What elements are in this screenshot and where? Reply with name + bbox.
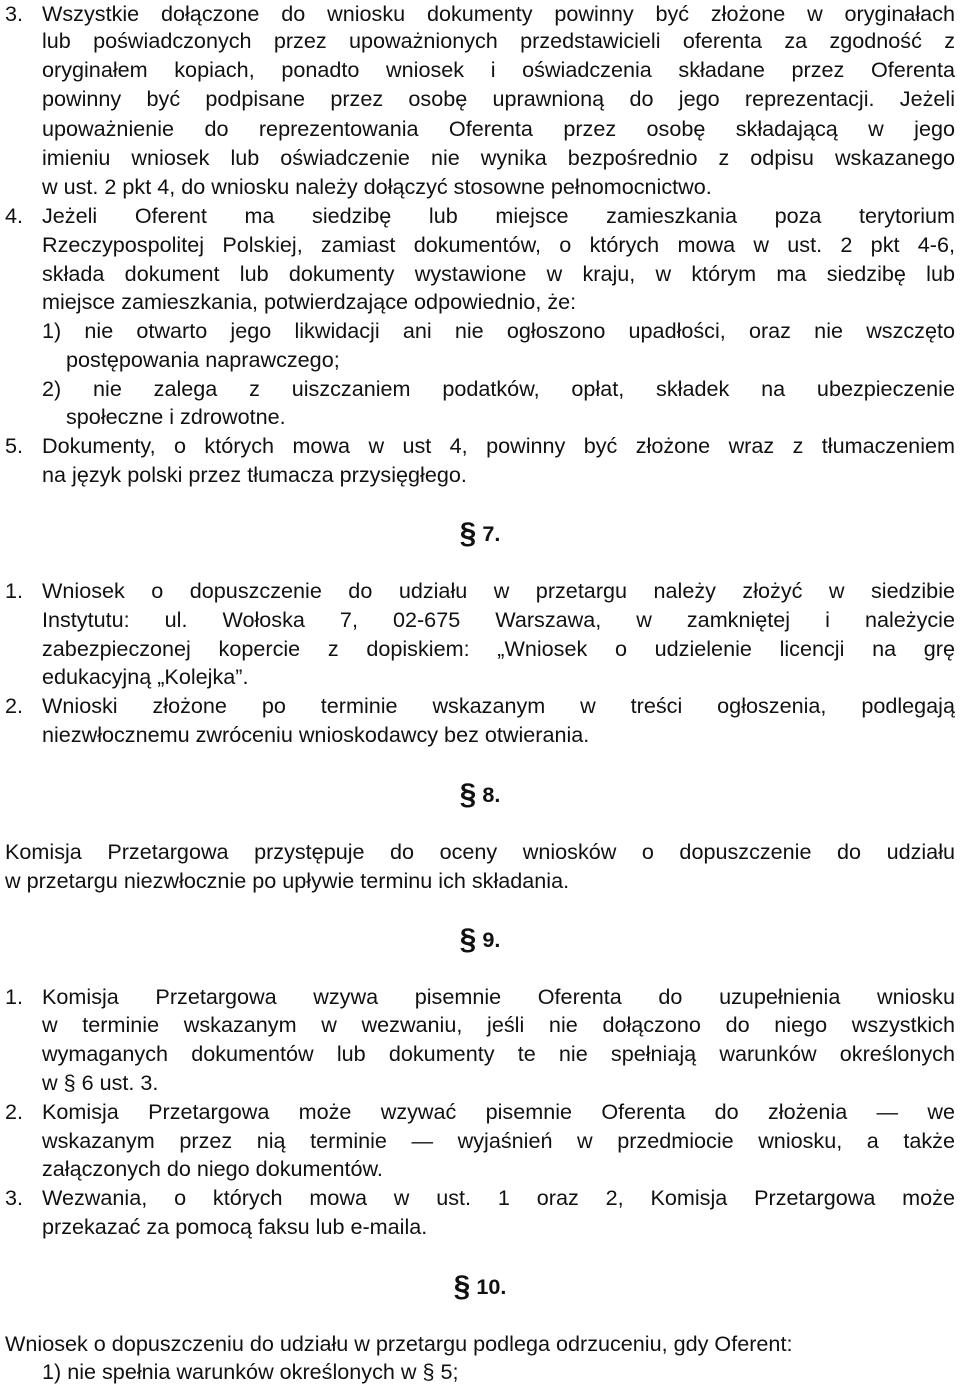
- list-number: 2.: [5, 693, 24, 718]
- text-line: [0, 838, 960, 866]
- section-heading: [0, 925, 960, 955]
- section-sign: §: [453, 1270, 471, 1303]
- paragraph-text: Dokumenty, o których mowa w ust 4, powinny być złożone wraz z tłumaczeniem: [42, 433, 955, 458]
- list-number: 1.: [5, 984, 24, 1009]
- text-line: [0, 1127, 960, 1155]
- section-sign: §: [459, 517, 477, 550]
- section-heading: [0, 1272, 960, 1302]
- text-line: [0, 606, 960, 634]
- paragraph-text: wymaganych dokumentów lub dokumenty te nie spełniają warunków określonych: [42, 1041, 955, 1066]
- paragraph-text: 2) nie zalega z uiszczaniem podatków, opłat, składek na ubezpieczenie: [42, 376, 955, 401]
- paragraph-text: postępowania naprawczego;: [42, 347, 340, 372]
- paragraph-text: zabezpieczonej kopercie z dopiskiem: „Wniosek o udzielenie licencji na grę: [42, 636, 955, 661]
- text-line: [0, 983, 960, 1011]
- text-line: [0, 260, 960, 288]
- list-number: 1.: [5, 578, 24, 603]
- paragraph-text: Wszystkie dołączone do wniosku dokumenty powinny być złożone w oryginałach: [42, 1, 955, 26]
- text-line: [0, 403, 960, 431]
- paragraph-text: 1) nie otwarto jego likwidacji ani nie ogłoszono upadłości, oraz nie wszczęto: [42, 318, 955, 343]
- paragraph-text: w § 6 ust. 3.: [42, 1070, 159, 1095]
- paragraph-text: społeczne i zdrowotne.: [42, 404, 286, 429]
- text-line: [0, 288, 960, 316]
- paragraph-text: składa dokument lub dokumenty wystawione w kraju, w którym ma siedzibę lub: [42, 261, 955, 286]
- paragraph-text: załączonych do niego dokumentów.: [42, 1156, 383, 1181]
- section-sign: §: [459, 778, 477, 811]
- text-line: [0, 1040, 960, 1068]
- text-line: [0, 144, 960, 172]
- text-line: [0, 692, 960, 720]
- text-line: [0, 1098, 960, 1126]
- text-line: [0, 1330, 960, 1358]
- text-line: [0, 317, 960, 345]
- section-sign: §: [459, 923, 477, 956]
- section-heading: [0, 519, 960, 549]
- paragraph-text: niezwłocznemu zwróceniu wnioskodawcy bez otwierania.: [42, 722, 590, 747]
- text-line: [0, 432, 960, 460]
- paragraph-text: przekazać za pomocą faksu lub e-maila.: [42, 1214, 428, 1239]
- text-line: [0, 231, 960, 259]
- list-number: 2.: [5, 1099, 24, 1124]
- text-line: [0, 27, 960, 55]
- paragraph-text: Instytutu: ul. Wołoska 7, 02-675 Warszawa, w zamkniętej i należycie: [42, 607, 955, 632]
- paragraph-text: Wezwania, o których mowa w ust. 1 oraz 2, Komisja Przetargowa może: [42, 1185, 955, 1210]
- text-line: [0, 1011, 960, 1039]
- text-line: [0, 375, 960, 403]
- paragraph-text: Komisja Przetargowa wzywa pisemnie Oferenta do uzupełnienia wniosku: [42, 984, 955, 1009]
- paragraph-text: lub poświadczonych przez upoważnionych przedstawicieli oferenta za zgodność z: [42, 28, 955, 53]
- paragraph-text: oryginałem kopiach, ponadto wniosek i oświadczenia składane przez Oferenta: [42, 57, 955, 82]
- text-line: [0, 173, 960, 201]
- paragraph-text: Wniosek o dopuszczeniu do udziału w przetargu podlega odrzuceniu, gdy Oferent:: [5, 1331, 793, 1356]
- text-line: [0, 202, 960, 230]
- text-line: [0, 635, 960, 663]
- text-line: [0, 1358, 960, 1386]
- section-heading: [0, 780, 960, 810]
- text-line: [0, 1213, 960, 1241]
- paragraph-text: w terminie wskazanym w wezwaniu, jeśli nie dołączono do niego wszystkich: [42, 1012, 955, 1037]
- paragraph-text: w ust. 2 pkt 4, do wniosku należy dołączyć stosowne pełnomocnictwo.: [42, 174, 712, 199]
- text-line: [0, 461, 960, 489]
- text-line: [0, 577, 960, 605]
- paragraph-text: miejsce zamieszkania, potwierdzające odpowiednio, że:: [42, 289, 577, 314]
- section-number: 7.: [482, 521, 501, 546]
- list-number: 4.: [5, 203, 24, 228]
- paragraph-text: imieniu wniosek lub oświadczenie nie wynika bezpośrednio z odpisu wskazanego: [42, 145, 955, 170]
- paragraph-text: 1) nie spełnia warunków określonych w § 5;: [42, 1359, 459, 1384]
- text-line: [0, 1184, 960, 1212]
- paragraph-text: edukacyjną „Kolejka”.: [42, 664, 249, 689]
- section-number: 9.: [482, 927, 501, 952]
- list-number: 3.: [5, 1185, 24, 1210]
- paragraph-text: w przetargu niezwłocznie po upływie terminu ich składania.: [5, 868, 570, 893]
- section-number: 8.: [482, 782, 501, 807]
- text-line: [0, 346, 960, 374]
- text-line: [0, 663, 960, 691]
- paragraph-text: wskazanym przez nią terminie — wyjaśnień w przedmiocie wniosku, a także: [42, 1128, 955, 1153]
- paragraph-text: Jeżeli Oferent ma siedzibę lub miejsce zamieszkania poza terytorium: [42, 203, 955, 228]
- paragraph-text: Wniosek o dopuszczenie do udziału w przetargu należy złożyć w siedzibie: [42, 578, 955, 603]
- text-line: [0, 115, 960, 143]
- paragraph-text: na język polski przez tłumacza przysięgłego.: [42, 462, 467, 487]
- text-line: [0, 56, 960, 84]
- text-line: [0, 0, 960, 28]
- paragraph-text: Komisja Przetargowa przystępuje do oceny wniosków o dopuszczenie do udziału: [5, 839, 955, 864]
- paragraph-text: Komisja Przetargowa może wzywać pisemnie Oferenta do złożenia — we: [42, 1099, 955, 1124]
- paragraph-text: Rzeczypospolitej Polskiej, zamiast dokumentów, o których mowa w ust. 2 pkt 4-6,: [42, 232, 955, 257]
- text-line: [0, 1069, 960, 1097]
- text-line: [0, 85, 960, 113]
- text-line: [0, 1155, 960, 1183]
- paragraph-text: upoważnienie do reprezentowania Oferenta przez osobę składającą w jego: [42, 116, 955, 141]
- list-number: 3.: [5, 1, 24, 26]
- list-number: 5.: [5, 433, 24, 458]
- text-line: [0, 721, 960, 749]
- paragraph-text: Wnioski złożone po terminie wskazanym w treści ogłoszenia, podlegają: [42, 693, 955, 718]
- text-line: [0, 867, 960, 895]
- section-number: 10.: [476, 1274, 507, 1299]
- paragraph-text: powinny być podpisane przez osobę uprawnioną do jego reprezentacji. Jeżeli: [42, 86, 955, 111]
